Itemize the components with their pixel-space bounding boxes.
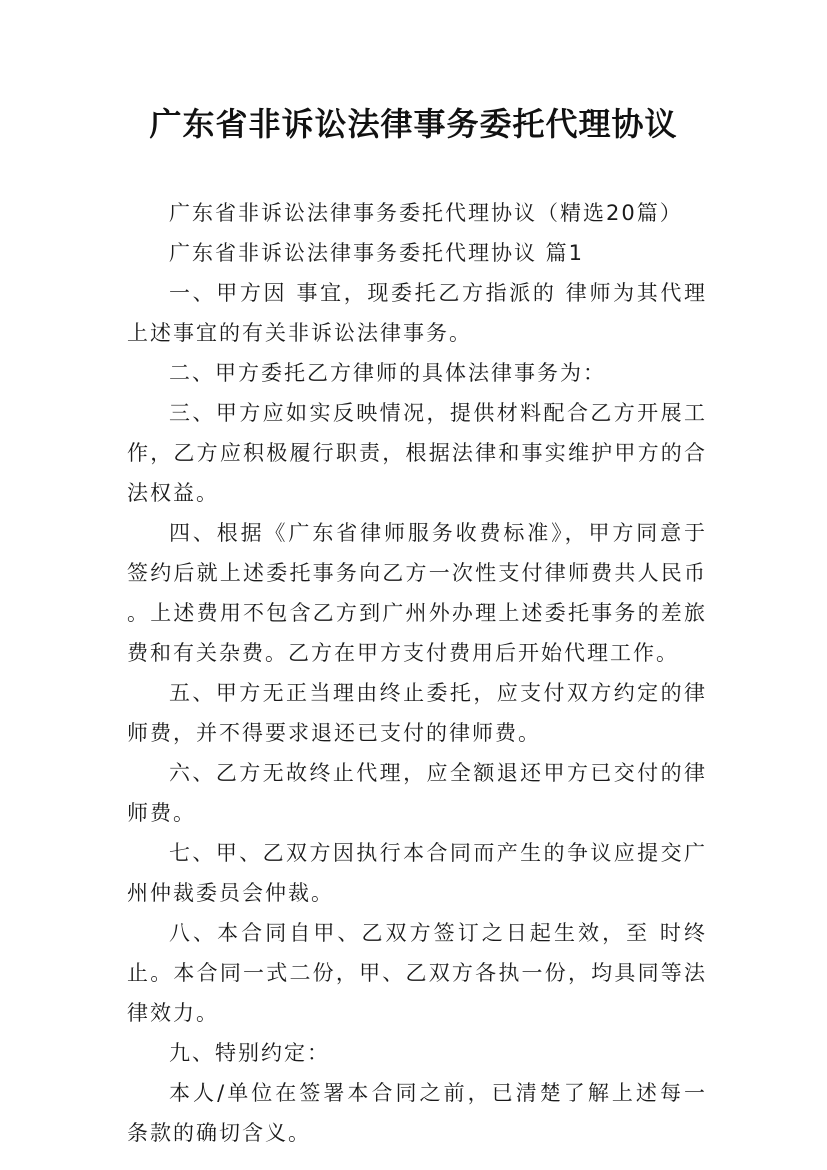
paragraph-clause-9: 九、特别约定： <box>169 1041 330 1065</box>
document-title: 广东省非诉讼法律事务委托代理协议 <box>149 105 678 143</box>
paragraph-clause-1: 一、甲方因 事宜，现委托乙方指派的 律师为其代理上述事宜的有关非诉讼法律事务。 <box>127 281 707 345</box>
paragraph-clause-7: 七、甲、乙双方因执行本合同而产生的争议应提交广州仲裁委员会仲裁。 <box>127 841 707 905</box>
paragraph-clause-3: 三、甲方应如实反映情况，提供材料配合乙方开展工作，乙方应积极履行职责，根据法律和事实维护甲方的合法权益。 <box>127 401 707 505</box>
paragraph-clause-5: 五、甲方无正当理由终止委托，应支付双方约定的律师费，并不得要求退还已支付的律师费。 <box>127 681 707 745</box>
paragraph-clause-4: 四、根据《广东省律师服务收费标准》，甲方同意于签约后就上述委托事务向乙方一次性支付律师费共人民币 。上述费用不包含乙方到广州外办理上述委托事务的差旅费和有关杂费。乙方在甲方支付费用后开始代理工作。 <box>127 521 707 665</box>
paragraph-clause-6: 六、乙方无故终止代理，应全额退还甲方已交付的律师费。 <box>127 761 707 825</box>
paragraph-clause-2: 二、甲方委托乙方律师的具体法律事务为： <box>169 361 606 385</box>
paragraph-clause-8: 八、本合同自甲、乙双方签订之日起生效，至 时终止。本合同一式二份，甲、乙双方各执一份，均具同等法律效力。 <box>127 921 707 1025</box>
paragraph-acknowledgement: 本人/单位在签署本合同之前，已清楚了解上述每一条款的确切含义。 <box>127 1081 707 1145</box>
document-body <box>127 193 707 1153</box>
paragraph-section-heading: 广东省非诉讼法律事务委托代理协议 篇1 <box>169 241 585 265</box>
paragraph-subtitle: 广东省非诉讼法律事务委托代理协议（精选20篇） <box>169 201 683 225</box>
